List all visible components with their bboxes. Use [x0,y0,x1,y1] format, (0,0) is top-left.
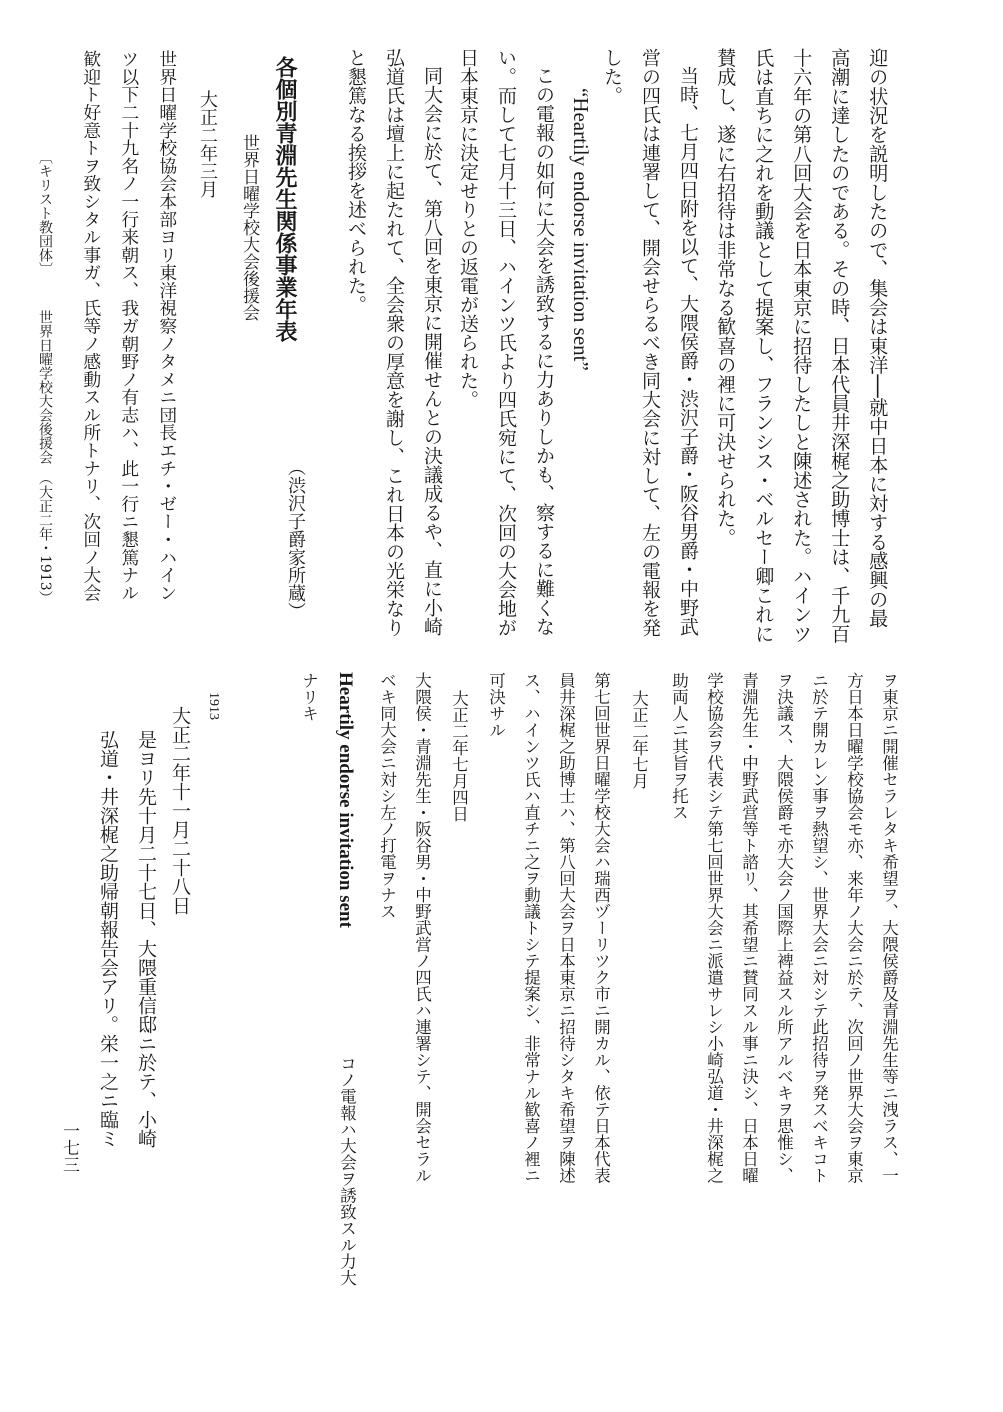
bottom-continuation-line-6: 学校協会ヲ代表シテ第七回世界大会ニ派遣サレシ小崎弘道・井深梶之 [704,672,724,1184]
citation-category: 〔キリスト教団体〕 [37,150,53,276]
july-text-line-3: ス、ハインツ氏ハ直チニ之ヲ動議トシテ提案シ、非常ナル歓喜ノ裡ニ [521,672,541,1184]
july-text-line-1: 第七回世界日曜学校大会ハ瑞西ヅーリツク市ニ開カル、依テ日本代表 [591,672,611,1184]
nov-text-line-1: 是ヨリ先十月二十七日、大隈重信邸ニ於テ、小崎 [135,730,157,1148]
source-note: （渋沢子爵家所蔵） [285,458,306,620]
year-1913: 1913 [206,692,221,720]
top-telegram-quote: “Heartily endorse invitation sent” [569,88,593,371]
bottom-continuation-line-3: ニ於テ開カレン事ヲ熱望シ、世界大会ニ対シテ此招待ヲ発スベキコト [809,672,829,1184]
top-paragraph-4-line-1: 同大会に於て、第八回を東京に開催せんとの決議成るや、直に小崎 [421,66,443,636]
chronology-title: 各個別青淵先生関係事業年表 [272,56,298,342]
top-paragraph-1-line-2: 高潮に達したのである。その時、日本代員井深梶之助博士は、千九百 [828,48,852,644]
july4-text-line-1: 大隈侯・青淵先生・阪谷男・中野武営ノ四氏ハ連署シテ、開会セラル [412,672,432,1184]
bottom-continuation-line-2: 方日本日曜学校協会モ亦、来年ノ大会ニ於テ、次回ノ世界大会ヲ東京 [844,672,864,1184]
citation-source: 世界日曜学校大会後援会 （大正二年・1913） [37,310,53,605]
top-paragraph-1-line-5: 賛成し、遂に右招待は非常なる歓喜の裡に可決せられた。 [714,48,738,548]
date-november: 大正二年十一月二十八日 [169,706,191,915]
top-paragraph-4-line-3: と懇篤なる挨拶を述べられた。 [345,48,367,314]
date-march: 大正二年三月 [197,90,218,198]
top-paragraph-2-line-2: 営の四氏は連署して、開会せらるべき同大会に対して、左の電報を発 [639,48,661,637]
top-paragraph-2-line-1: 当時、七月四日附を以て、大隈侯爵・渋沢子爵・阪谷男爵・中野武 [677,66,699,636]
bottom-continuation-line-7: 助両人ニ其旨ヲ托ス [669,672,689,821]
top-paragraph-2-line-3: した。 [601,48,623,105]
telegram-latin: Heartily endorse invitation sent [335,672,356,928]
telegram-note: コノ電報ハ大会ヲ誘致スル力大 [337,1055,357,1286]
date-july: 大正二年七月 [629,690,649,789]
top-paragraph-1-line-1: 迎の状況を説明したので、集会は東洋──就中日本に対する感興の最 [866,48,890,628]
date-july-4: 大正二年七月四日 [449,690,469,822]
nov-text-line-2: 弘道・井深梶之助帰朝報告会アリ。栄一之ニ臨ミ [97,730,119,1148]
top-paragraph-1-line-4: 氏は直ちに之れを動議として提案し、フランシス・ベルセー卿これに [752,48,776,644]
chronology-org: 世界日曜学校大会後援会 [239,134,259,321]
top-paragraph-3-line-1: この電報の如何に大会を誘致するに力ありしかも、察するに難くな [533,66,555,636]
march-text-line-2: ツ以下二十九名ノ一行来朝ス、我ガ朝野ノ有志ハ、此一行ニ懇篤ナル [118,50,140,602]
march-text-line-1: 世界日曜学校協会本部ヨリ東洋視察ノタメニ団長エチ・ゼー・ハイン [156,50,178,602]
top-paragraph-1-line-3: 十六年の第八回大会を日本東京に招待したしと陳述された。ハインツ [790,48,814,644]
top-paragraph-3-line-3: 日本東京に決定せりとの返電が送られた。 [457,48,479,409]
bottom-continuation-line-5: 青淵先生・中野武営等ト諮リ、其希望ニ賛同スル事ニ決シ、日本日曜 [739,672,759,1184]
top-paragraph-3-line-2: い。而して七月十三日、ハインツ氏より四氏宛にて、次回の大会地が [495,48,517,637]
top-paragraph-4-line-2: 弘道氏は壇上に起たれて、全会衆の厚意を謝し、これ日本の光栄なり [383,48,405,637]
july-text-line-4: 可決サル [486,672,506,738]
july4-text-line-2: ベキ同大会ニ対シ左ノ打電ヲナス [377,672,397,920]
bottom-continuation-line-1: ヲ東京ニ開催セラレタキ希望ヲ、大隈侯爵及青淵先生等ニ洩ラス、一 [879,672,899,1184]
bottom-continuation-line-4: ヲ決議ス、大隈侯爵モ亦大会ノ国際上裨益スル所アルベキヲ思惟シ、 [774,672,794,1184]
telegram-end: ナリキ [299,672,319,722]
page-number: 一七三 [59,1122,79,1173]
july-text-line-2: 員井深梶之助博士ハ、第八回大会ヲ日本東京ニ招待シタキ希望ヲ陳述 [556,672,576,1184]
march-text-line-3: 歓迎ト好意トヲ致シタル事ガ、氏等ノ感動スル所トナリ、次回ノ大会 [80,50,102,602]
